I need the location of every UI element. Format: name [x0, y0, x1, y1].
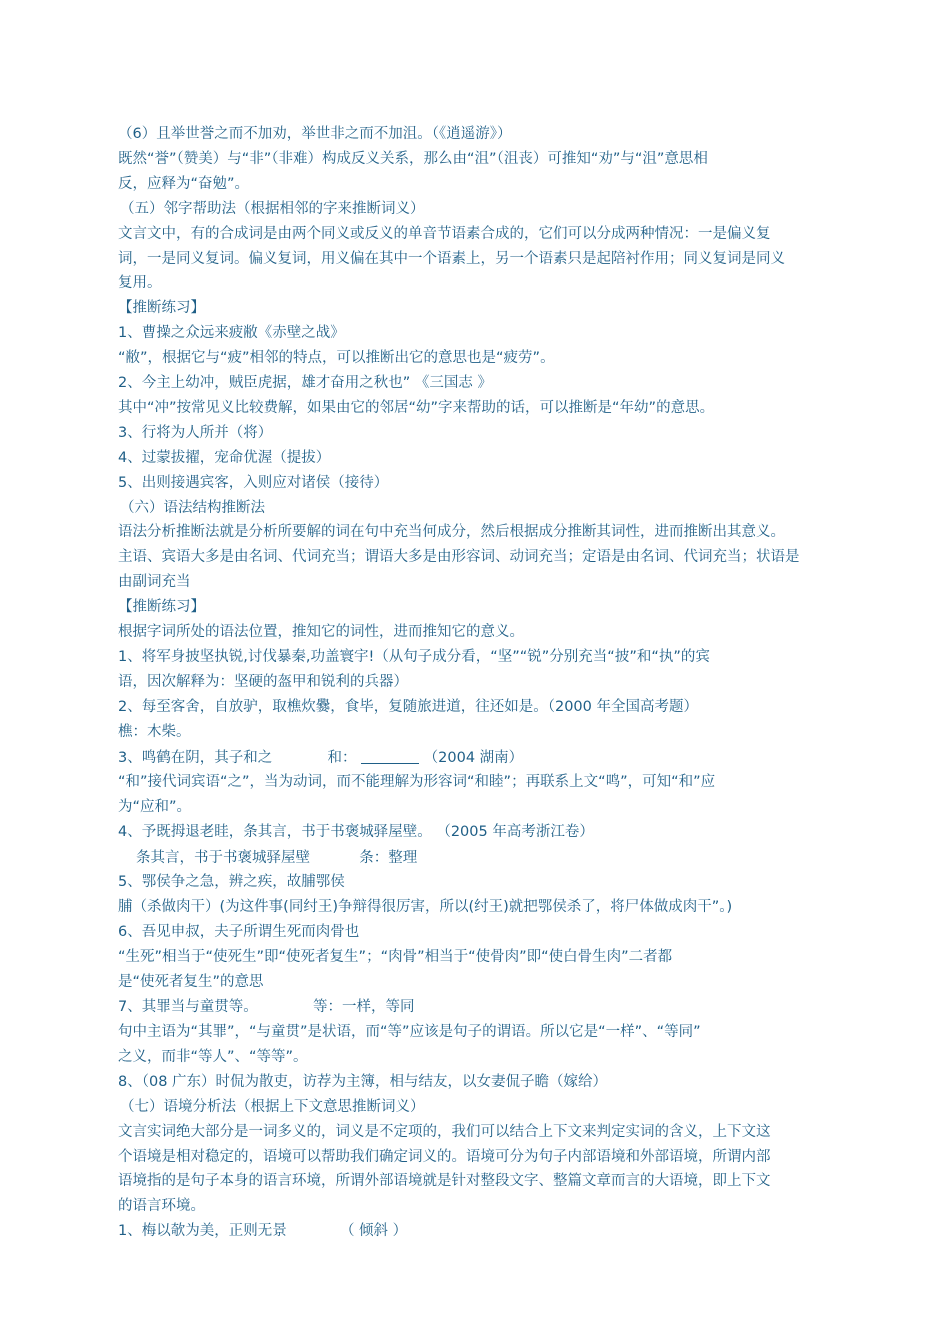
- text-line: 的语言环境。: [118, 1198, 205, 1215]
- text-line: 4、过蒙拔擢，宠命优渥（提拔）: [118, 449, 331, 466]
- line-text: 条：整理: [359, 850, 418, 866]
- text-line: 2、每至客舍，自放驴，取樵炊爨，食毕，复随旅进道，往还如是。（2000 年全国高考题）: [118, 698, 698, 715]
- text-line: 由副词充当: [118, 574, 191, 591]
- text-line: 文言实词绝大部分是一词多义的，词义是不定项的，我们可以结合上下文来判定实词的含义，上下文这: [118, 1123, 771, 1140]
- text-line: 5、出则接遇宾客，入则应对诸侯（接待）: [118, 474, 389, 491]
- exercise-line-heming: [118, 746, 523, 770]
- exercise-line-deng: [118, 995, 414, 1019]
- text-line: 之义，而非“等人”、“等等”。: [118, 1048, 308, 1065]
- text-line: 6、吾见申叔，夫子所谓生死而肉骨也: [118, 923, 360, 940]
- text-line: 3、行将为人所并（将）: [118, 424, 273, 441]
- text-line: 【推断练习】: [118, 599, 205, 616]
- text-line: 复用。: [118, 275, 162, 292]
- exercise-line-mei: [118, 1219, 407, 1243]
- text-line: （六）语法结构推断法: [120, 499, 265, 516]
- text-line: “和”接代词宾语“之”，当为动词，而不能理解为形容词“和睦”；再联系上文“鸣”，可知“和”应: [118, 774, 716, 790]
- line-text: （ 倾斜 ）: [339, 1223, 408, 1239]
- text-line: （七）语境分析法（根据上下文意思推断词义）: [120, 1098, 425, 1115]
- text-line: 主语、宾语大多是由名词、代词充当；谓语大多是由形容词、动词充当；定语是由名词、代词充当；状语是: [118, 549, 800, 566]
- text-line: 是“使死者复生”的意思: [118, 973, 264, 990]
- text-line: 脯（杀做肉干）(为这件事(同纣王)争辩得很厉害，所以(纣王)就把鄂侯杀了，将尸体做成肉干”。): [118, 898, 733, 915]
- text-line: 词，一是同义复词。偏义复词，用义偏在其中一个语素上，另一个语素只是起陪衬作用；同义复词是同义: [118, 250, 785, 267]
- text-line: （五）邻字帮助法（根据相邻的字来推断词义）: [120, 200, 425, 217]
- text-line: 既然“誉”（赞美）与“非”（非难）构成反义关系，那么由“沮”（沮丧）可推知“劝”与“沮”意思相: [118, 150, 708, 167]
- line-text: 7、其罪当与童贯等。: [118, 999, 258, 1015]
- text-line: 为“应和”。: [118, 798, 192, 815]
- text-line: 语境指的是句子本身的语言环境，所谓外部语境就是针对整段文字、整篇文章而言的大语境，即上下文: [118, 1173, 771, 1190]
- text-line: 1、将军身披坚执锐,讨伐暴秦,功盖寰宇!（从句子成分看，“坚”“锐”分别充当“披”和“执”的宾: [118, 648, 710, 665]
- text-line: 个语境是相对稳定的，语境可以帮助我们确定词义的。语境可分为句子内部语境和外部语境，所谓内部: [118, 1148, 771, 1165]
- text-line: “生死”相当于“使死生”即“使死者复生”；“肉骨”相当于“使骨肉”即“使白骨生肉”二者都: [118, 948, 673, 965]
- text-line: 根据字词所处的语法位置，推知它的词性，进而推知它的意义。: [118, 624, 524, 640]
- answer-blank[interactable]: [361, 747, 419, 764]
- text-line: 其中“冲”按常见义比较费解，如果由它的邻居“幼”字来帮助的话，可以推断是“年幼”的意思。: [118, 399, 715, 416]
- text-line: 句中主语为“其罪”，“与童贯”是状语，而“等”应该是句子的谓语。所以它是“一样”、“等同”: [118, 1024, 701, 1040]
- text-line: 【推断练习】: [118, 300, 205, 317]
- text-line: （6）且举世誉之而不加劝，举世非之而不加沮。（《逍遥游》）: [118, 126, 512, 142]
- text-line: 语，因次解释为：坚硬的盔甲和锐利的兵器）: [118, 673, 408, 690]
- text-line: 5、鄂侯争之急，辨之疾，故脯鄂侯: [118, 874, 345, 890]
- text-line: 语法分析推断法就是分析所要解的词在句中充当何成分，然后根据成分推断其词性，进而推断出其意义。: [118, 524, 785, 541]
- line-text: 等：一样，等同: [312, 999, 415, 1015]
- text-line: 反，应释为“奋勉”。: [118, 175, 250, 192]
- line-text: （2004 湖南）: [423, 750, 524, 766]
- text-line: 1、曹操之众远来疲敝《赤壁之战》: [118, 325, 345, 342]
- text-line: “敝”，根据它与“疲”相邻的特点，可以推断出它的意思也是“疲劳”。: [118, 350, 555, 367]
- text-line: 2、今主上幼冲，贼臣虎据，雄才奋用之秋也” 《三国志 》: [118, 375, 492, 391]
- text-line: 文言文中，有的合成词是由两个同义或反义的单音节语素合成的，它们可以分成两种情况：一是偏义复: [118, 225, 771, 242]
- line-text: 和：: [327, 750, 357, 766]
- text-line: 樵：木柴。: [118, 723, 191, 740]
- text-line: 4、予既拇退老眭，条其言，书于书褒城驿屋壁。 （2005 年高考浙江卷）: [118, 823, 594, 840]
- line-text: 3、鸣鹤在阴，其子和之: [118, 750, 273, 766]
- text-line: 8、（08 广东）时侃为散吏，访荐为主簿，相与结友，以女妻侃子瞻（嫁给）: [118, 1073, 608, 1090]
- exercise-line-tiao: [136, 846, 417, 870]
- line-text: 1、梅以欹为美，正则无景: [118, 1223, 287, 1239]
- line-text: 条其言，书于书褒城驿屋壁: [136, 850, 310, 866]
